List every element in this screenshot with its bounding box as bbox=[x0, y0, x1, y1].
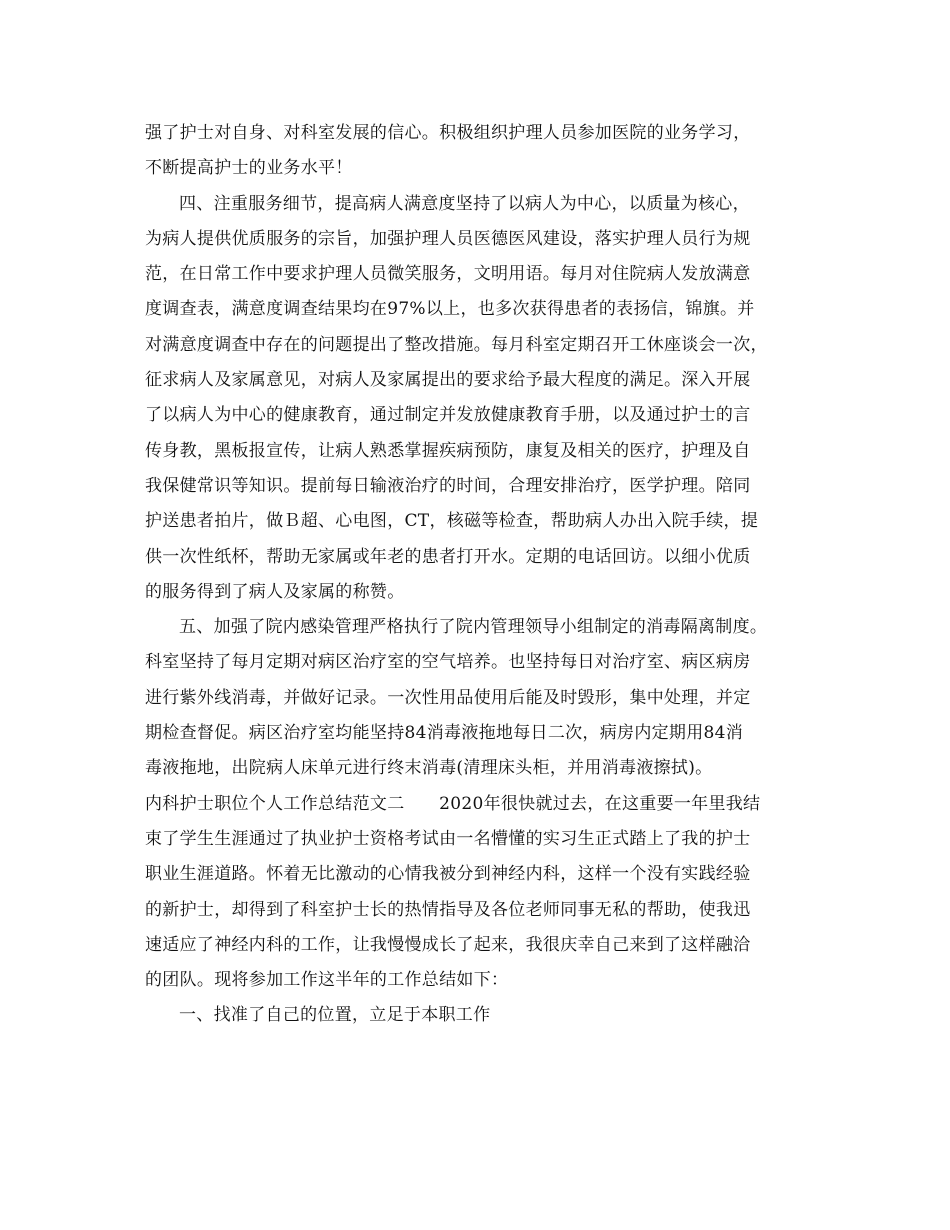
document-body bbox=[145, 116, 815, 1034]
text-line: 强了护士对自身、对科室发展的信心。积极组织护理人员参加医院的业务学习， bbox=[145, 123, 751, 143]
text-line: 护送患者拍片，做Ｂ超、心电图，CT，核磁等检查，帮助病人办出入院手续，提 bbox=[145, 511, 759, 532]
text-line: 的团队。现将参加工作这半年的工作总结如下： bbox=[145, 970, 509, 991]
text-line: 为病人提供优质服务的宗旨，加强护理人员医德医风建设，落实护理人员行为规 bbox=[145, 228, 751, 249]
text-line: 的新护士，却得到了科室护士长的热情指导及各位老师同事无私的帮助，使我迅 bbox=[145, 899, 751, 920]
text-line: 供一次性纸杯，帮助无家属或年老的患者打开水。定期的电话回访。以细小优质 bbox=[145, 546, 751, 567]
text-line: 五、加强了院内感染管理严格执行了院内管理领导小组制定的消毒隔离制度。 bbox=[179, 617, 768, 638]
text-line: 四、注重服务细节，提高病人满意度坚持了以病人为中心，以质量为核心， bbox=[179, 193, 750, 214]
text-line: 征求病人及家属意见，对病人及家属提出的要求给予最大程度的满足。深入开展 bbox=[145, 370, 751, 391]
text-line: 毒液拖地，出院病人床单元进行终末消毒(清理床头柜，并用消毒液擦拭)。 bbox=[145, 758, 713, 779]
text-line: 的服务得到了病人及家属的称赞。 bbox=[145, 581, 405, 602]
text-line: 职业生涯道路。怀着无比激动的心情我被分到神经内科，这样一个没有实践经验 bbox=[145, 864, 751, 885]
text-line: 一、找准了自己的位置，立足于本职工作 bbox=[179, 1005, 491, 1026]
text-line: 束了学生生涯通过了执业护士资格考试由一名懵懂的实习生正式踏上了我的护士 bbox=[145, 828, 751, 849]
text-line: 我保健常识等知识。提前每日输液治疗的时间，合理安排治疗，医学护理。陪同 bbox=[145, 475, 751, 496]
text-line: 进行紫外线消毒，并做好记录。一次性用品使用后能及时毁形，集中处理，并定 bbox=[145, 687, 751, 708]
text-line: 速适应了神经内科的工作，让我慢慢成长了起来，我很庆幸自己来到了这样融洽 bbox=[145, 934, 751, 955]
text-line: 期检查督促。病区治疗室均能坚持84消毒液拖地每日二次，病房内定期用84消 bbox=[145, 723, 744, 744]
text-line: 传身教，黑板报宣传，让病人熟悉掌握疾病预防，康复及相关的医疗，护理及自 bbox=[145, 440, 751, 461]
text-line: 科室坚持了每月定期对病区治疗室的空气培养。也坚持每日对治疗室、病区病房 bbox=[145, 652, 751, 673]
text-line: 对满意度调查中存在的问题提出了整改措施。每月科室定期召开工休座谈会一次， bbox=[145, 334, 768, 355]
text-line: 度调查表，满意度调查结果均在97%以上，也多次获得患者的表扬信，锦旗。并 bbox=[145, 299, 755, 320]
text-line: 范，在日常工作中要求护理人员微笑服务，文明用语。每月对住院病人发放满意 bbox=[145, 264, 751, 285]
text-line: 内科护士职位个人工作总结范文二 2020年很快就过去，在这重要一年里我结 bbox=[145, 793, 761, 814]
text-line: 了以病人为中心的健康教育，通过制定并发放健康教育手册，以及通过护士的言 bbox=[145, 405, 751, 426]
text-line: 不断提高护士的业务水平！ bbox=[145, 158, 353, 179]
